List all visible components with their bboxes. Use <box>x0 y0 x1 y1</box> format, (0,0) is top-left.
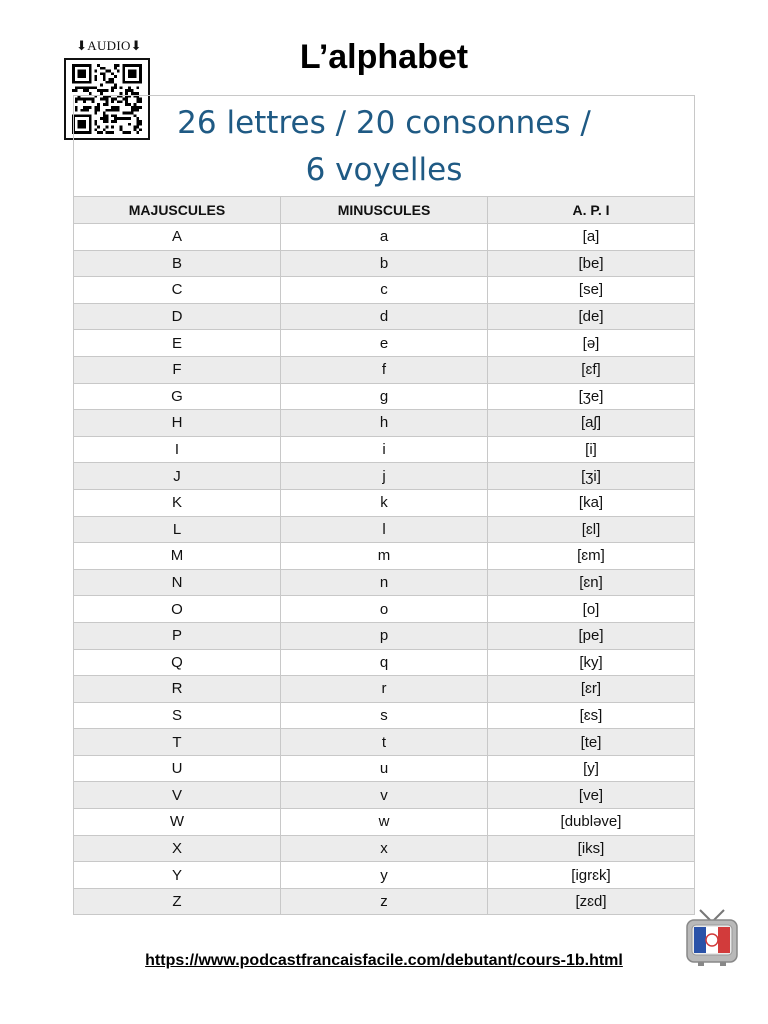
cell-majuscule: V <box>74 782 281 809</box>
cell-majuscule: K <box>74 489 281 516</box>
cell-majuscule: Y <box>74 862 281 889</box>
table-row <box>74 224 695 251</box>
table-row <box>74 622 695 649</box>
cell-api: [zɛd] <box>488 888 695 915</box>
cell-api: [de] <box>488 303 695 330</box>
table-row <box>74 729 695 756</box>
cell-minuscule: q <box>281 649 488 676</box>
cell-minuscule: x <box>281 835 488 862</box>
cell-api: [ka] <box>488 489 695 516</box>
tv-logo-icon[interactable] <box>684 906 740 968</box>
page-title: L’alphabet <box>299 38 469 76</box>
table-row <box>74 755 695 782</box>
cell-majuscule: J <box>74 463 281 490</box>
cell-majuscule: F <box>74 356 281 383</box>
cell-majuscule: H <box>74 410 281 437</box>
alphabet-table-container <box>73 95 695 915</box>
table-row <box>74 782 695 809</box>
cell-majuscule: O <box>74 596 281 623</box>
cell-minuscule: m <box>281 543 488 570</box>
table-row <box>74 835 695 862</box>
header-api: A. P. I <box>488 197 695 224</box>
cell-api: [dubləve] <box>488 809 695 836</box>
cell-minuscule: t <box>281 729 488 756</box>
cell-api: [ɛm] <box>488 543 695 570</box>
subtitle-line-2: 6 voyelles <box>305 152 463 188</box>
cell-majuscule: E <box>74 330 281 357</box>
cell-api: [ʒi] <box>488 463 695 490</box>
table-row <box>74 516 695 543</box>
cell-minuscule: z <box>281 888 488 915</box>
cell-api: [iks] <box>488 835 695 862</box>
cell-minuscule: e <box>281 330 488 357</box>
cell-majuscule: L <box>74 516 281 543</box>
cell-api: [aʃ] <box>488 410 695 437</box>
cell-majuscule: R <box>74 676 281 703</box>
cell-minuscule: b <box>281 250 488 277</box>
table-row <box>74 809 695 836</box>
table-row <box>74 330 695 357</box>
cell-minuscule: g <box>281 383 488 410</box>
cell-majuscule: A <box>74 224 281 251</box>
cell-majuscule: N <box>74 569 281 596</box>
cell-minuscule: u <box>281 755 488 782</box>
table-header-row <box>74 197 695 224</box>
cell-api: [igrɛk] <box>488 862 695 889</box>
cell-api: [ɛn] <box>488 569 695 596</box>
cell-minuscule: c <box>281 277 488 304</box>
cell-api: [se] <box>488 277 695 304</box>
table-row <box>74 862 695 889</box>
header-majuscules: MAJUSCULES <box>74 197 281 224</box>
cell-minuscule: r <box>281 676 488 703</box>
cell-api: [ɛs] <box>488 702 695 729</box>
cell-minuscule: k <box>281 489 488 516</box>
cell-minuscule: y <box>281 862 488 889</box>
table-row <box>74 277 695 304</box>
cell-minuscule: h <box>281 410 488 437</box>
cell-majuscule: Z <box>74 888 281 915</box>
cell-minuscule: l <box>281 516 488 543</box>
alphabet-table <box>73 196 695 915</box>
cell-majuscule: S <box>74 702 281 729</box>
table-row <box>74 543 695 570</box>
table-row <box>74 410 695 437</box>
cell-api: [pe] <box>488 622 695 649</box>
table-row <box>74 649 695 676</box>
cell-api: [ɛl] <box>488 516 695 543</box>
cell-api: [i] <box>488 436 695 463</box>
table-row <box>74 250 695 277</box>
table-row <box>74 702 695 729</box>
cell-majuscule: P <box>74 622 281 649</box>
cell-minuscule: a <box>281 224 488 251</box>
table-row <box>74 383 695 410</box>
table-row <box>74 569 695 596</box>
subtitle <box>73 95 695 196</box>
table-row <box>74 596 695 623</box>
cell-api: [ve] <box>488 782 695 809</box>
cell-minuscule: p <box>281 622 488 649</box>
table-row <box>74 356 695 383</box>
cell-minuscule: f <box>281 356 488 383</box>
cell-minuscule: s <box>281 702 488 729</box>
cell-majuscule: D <box>74 303 281 330</box>
cell-minuscule: o <box>281 596 488 623</box>
cell-majuscule: X <box>74 835 281 862</box>
cell-minuscule: i <box>281 436 488 463</box>
cell-api: [be] <box>488 250 695 277</box>
cell-api: [te] <box>488 729 695 756</box>
table-row <box>74 676 695 703</box>
cell-majuscule: I <box>74 436 281 463</box>
cell-api: [a] <box>488 224 695 251</box>
cell-minuscule: j <box>281 463 488 490</box>
subtitle-line-1: 26 lettres / 20 consonnes / <box>177 105 591 141</box>
cell-majuscule: B <box>74 250 281 277</box>
table-row <box>74 489 695 516</box>
cell-majuscule: U <box>74 755 281 782</box>
cell-majuscule: G <box>74 383 281 410</box>
cell-api: [y] <box>488 755 695 782</box>
table-row <box>74 463 695 490</box>
cell-api: [ɛr] <box>488 676 695 703</box>
cell-api: [ʒe] <box>488 383 695 410</box>
cell-minuscule: d <box>281 303 488 330</box>
cell-api: [o] <box>488 596 695 623</box>
table-row <box>74 888 695 915</box>
cell-api: [ɛf] <box>488 356 695 383</box>
cell-majuscule: T <box>74 729 281 756</box>
cell-minuscule: w <box>281 809 488 836</box>
header-minuscules: MINUSCULES <box>281 197 488 224</box>
cell-minuscule: v <box>281 782 488 809</box>
cell-majuscule: C <box>74 277 281 304</box>
table-row <box>74 303 695 330</box>
table-row <box>74 436 695 463</box>
course-link[interactable]: https://www.podcastfrancaisfacile.com/debutant/cours-1b.html <box>145 952 623 969</box>
audio-label: ⬇AUDIO⬇ <box>76 38 142 53</box>
cell-majuscule: Q <box>74 649 281 676</box>
cell-api: [ky] <box>488 649 695 676</box>
cell-majuscule: W <box>74 809 281 836</box>
cell-minuscule: n <box>281 569 488 596</box>
cell-majuscule: M <box>74 543 281 570</box>
cell-api: [ə] <box>488 330 695 357</box>
